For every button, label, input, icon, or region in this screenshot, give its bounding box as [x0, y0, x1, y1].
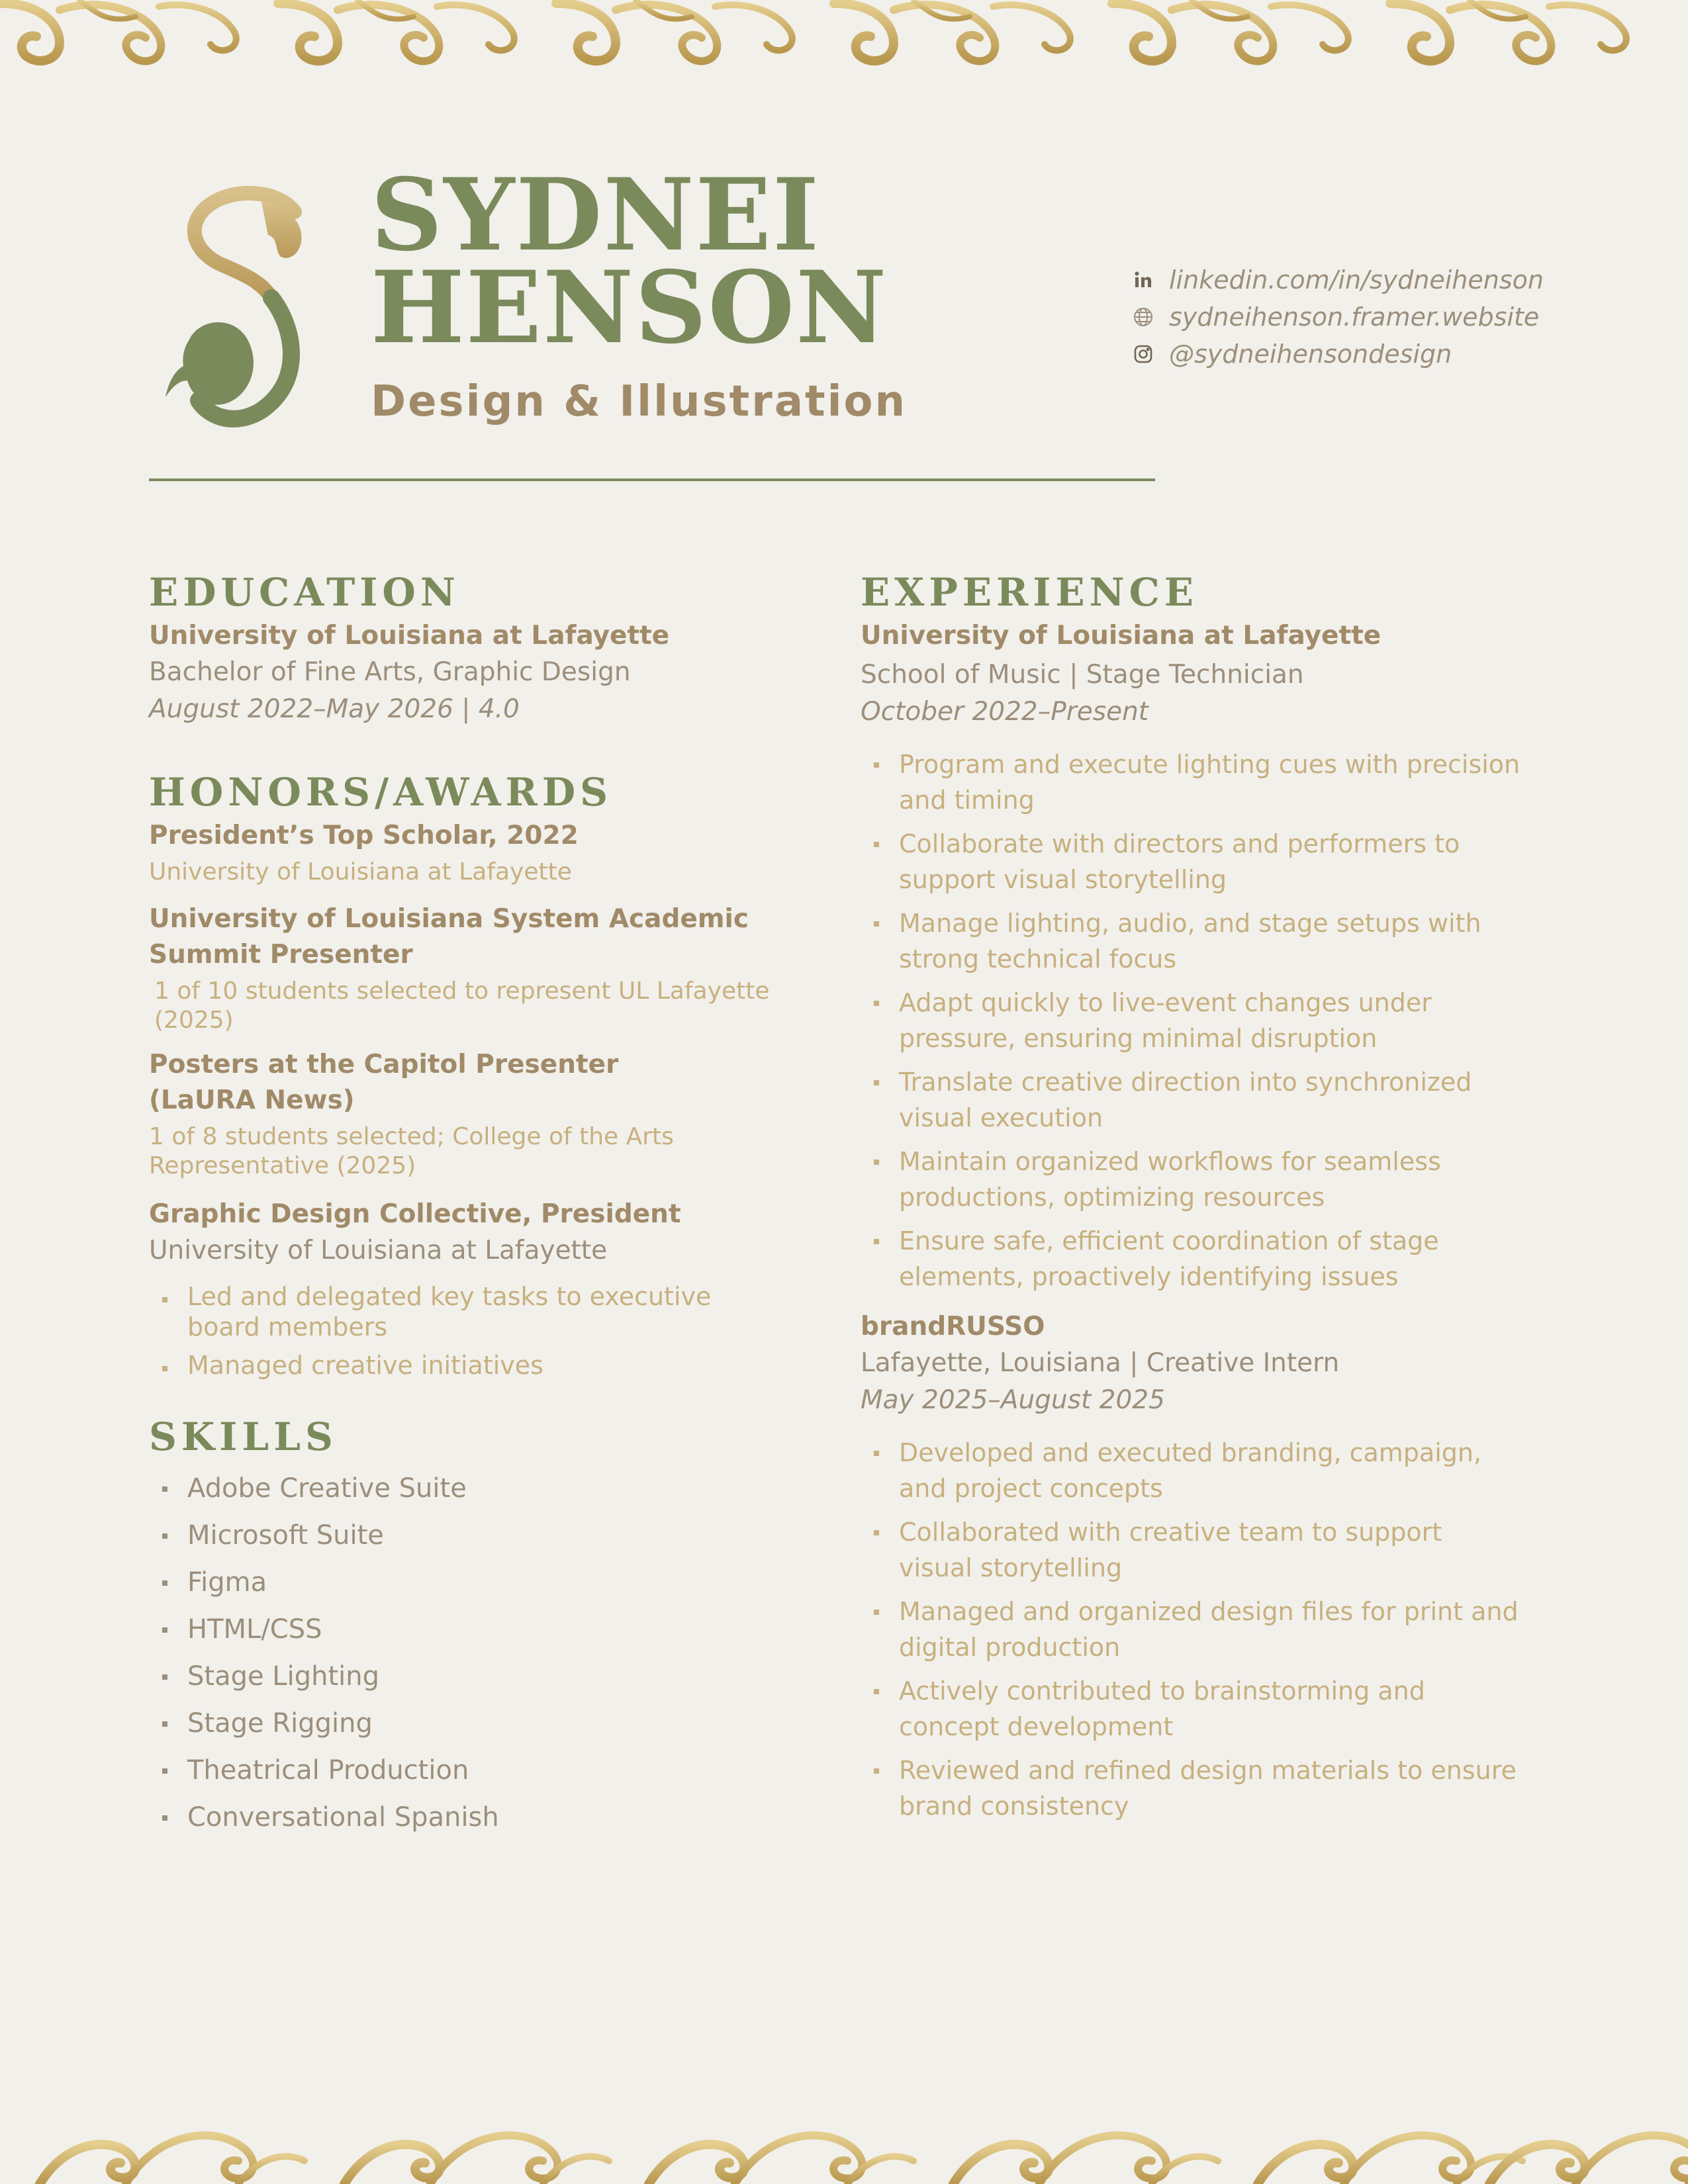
collective-item [149, 1197, 811, 1381]
collective-org: University of Louisiana at Lafayette [149, 1236, 608, 1265]
honor-item [149, 901, 771, 1035]
list-item: Collaborated with creative team to support visual storytelling [861, 1514, 1523, 1586]
job-bullets [861, 1435, 1523, 1824]
list-item: Ensure safe, efficient coordination of stage elements, proactively identifying issues [861, 1223, 1523, 1295]
job-entry [861, 618, 1556, 1295]
skill-item: Theatrical Production [149, 1747, 811, 1794]
list-item: Managed and organized design files for print and digital production [861, 1594, 1523, 1665]
tagline: Design & Illustration [371, 377, 908, 426]
name-heading [371, 157, 888, 366]
honor-title: President’s Top Scholar, 2022 [149, 821, 579, 850]
job-org: brandRUSSO [861, 1312, 1045, 1342]
skills-section [149, 1414, 811, 1841]
education-dates: August 2022–May 2026 | 4.0 [149, 694, 520, 724]
job-dates: May 2025–August 2025 [861, 1385, 1165, 1415]
collective-title: Graphic Design Collective, President [149, 1199, 681, 1229]
skill-item: Stage Lighting [149, 1653, 811, 1700]
contact-instagram[interactable] [1132, 336, 1544, 373]
left-column [149, 569, 811, 1841]
job-bullets [861, 747, 1523, 1295]
ornamental-top-border [0, 0, 1688, 73]
list-item: Adapt quickly to live-event changes under pressure, ensuring minimal disruption [861, 985, 1523, 1056]
contact-website-text: sydneihenson.framer.website [1169, 302, 1540, 332]
job-dates: October 2022–Present [861, 697, 1149, 727]
list-item: Translate creative direction into synchronized visual execution [861, 1064, 1523, 1136]
skill-item: Adobe Creative Suite [149, 1465, 811, 1512]
honor-detail: 1 of 8 students selected; College of the Arts Representative (2025) [149, 1123, 674, 1179]
list-item: Led and delegated key tasks to executive board members [149, 1281, 745, 1342]
list-item: Developed and executed branding, campaign, and project concepts [861, 1435, 1523, 1506]
education-school: University of Louisiana at Lafayette [149, 621, 670, 651]
instagram-icon [1132, 343, 1154, 365]
list-item: Actively contributed to brainstorming and concept development [861, 1673, 1523, 1745]
seahorse-logo-icon [162, 182, 321, 430]
contact-website[interactable] [1132, 298, 1544, 336]
job-role: Lafayette, Louisiana | Creative Intern [861, 1348, 1340, 1378]
experience-heading: EXPERIENCE [861, 570, 1198, 615]
job-org: University of Louisiana at Lafayette [861, 621, 1382, 651]
ornamental-bottom-border [0, 2111, 1688, 2184]
contact-list [1132, 261, 1544, 373]
honor-detail: 1 of 10 students selected to represent UL Lafayette (2025) [154, 978, 770, 1034]
list-item: Manage lighting, audio, and stage setups with strong technical focus [861, 905, 1523, 977]
skill-item: Figma [149, 1559, 811, 1606]
linkedin-icon [1132, 269, 1154, 291]
skill-item: HTML/CSS [149, 1606, 811, 1653]
honor-title: Posters at the Capitol Presenter (LaURA News) [149, 1050, 619, 1115]
contact-instagram-text: @sydneihensondesign [1169, 340, 1452, 369]
collective-bullets [149, 1281, 745, 1381]
list-item: Reviewed and refined design materials to ensure brand consistency [861, 1752, 1523, 1824]
right-column [861, 569, 1556, 1832]
education-section [149, 569, 811, 728]
honors-section [149, 769, 811, 1381]
skill-item: Microsoft Suite [149, 1512, 811, 1559]
contact-linkedin[interactable] [1132, 261, 1544, 298]
list-item: Managed creative initiatives [149, 1350, 745, 1381]
globe-icon [1132, 306, 1154, 328]
skill-item: Stage Rigging [149, 1700, 811, 1747]
education-degree: Bachelor of Fine Arts, Graphic Design [149, 657, 631, 687]
honors-heading: HONORS/AWARDS [149, 770, 613, 815]
list-item: Program and execute lighting cues with precision and timing [861, 747, 1523, 818]
education-heading: EDUCATION [149, 570, 460, 615]
experience-section [861, 569, 1556, 1824]
contact-linkedin-text: linkedin.com/in/sydneihenson [1169, 265, 1544, 295]
honor-item [149, 818, 811, 887]
first-name: SYDNEI [371, 157, 821, 273]
job-role: School of Music | Stage Technician [861, 660, 1304, 690]
list-item: Maintain organized workflows for seamless productions, optimizing resources [861, 1144, 1523, 1215]
honor-item [149, 1047, 771, 1181]
skills-heading: SKILLS [149, 1414, 338, 1459]
list-item: Collaborate with directors and performers to support visual storytelling [861, 826, 1523, 897]
skill-item: Conversational Spanish [149, 1794, 811, 1841]
honor-title: University of Louisiana System Academic Summit Presenter [149, 904, 749, 970]
header-divider [149, 478, 1155, 481]
skills-list [149, 1465, 811, 1841]
honor-detail: University of Louisiana at Lafayette [149, 858, 572, 886]
last-name: HENSON [371, 250, 888, 366]
job-entry [861, 1309, 1556, 1824]
